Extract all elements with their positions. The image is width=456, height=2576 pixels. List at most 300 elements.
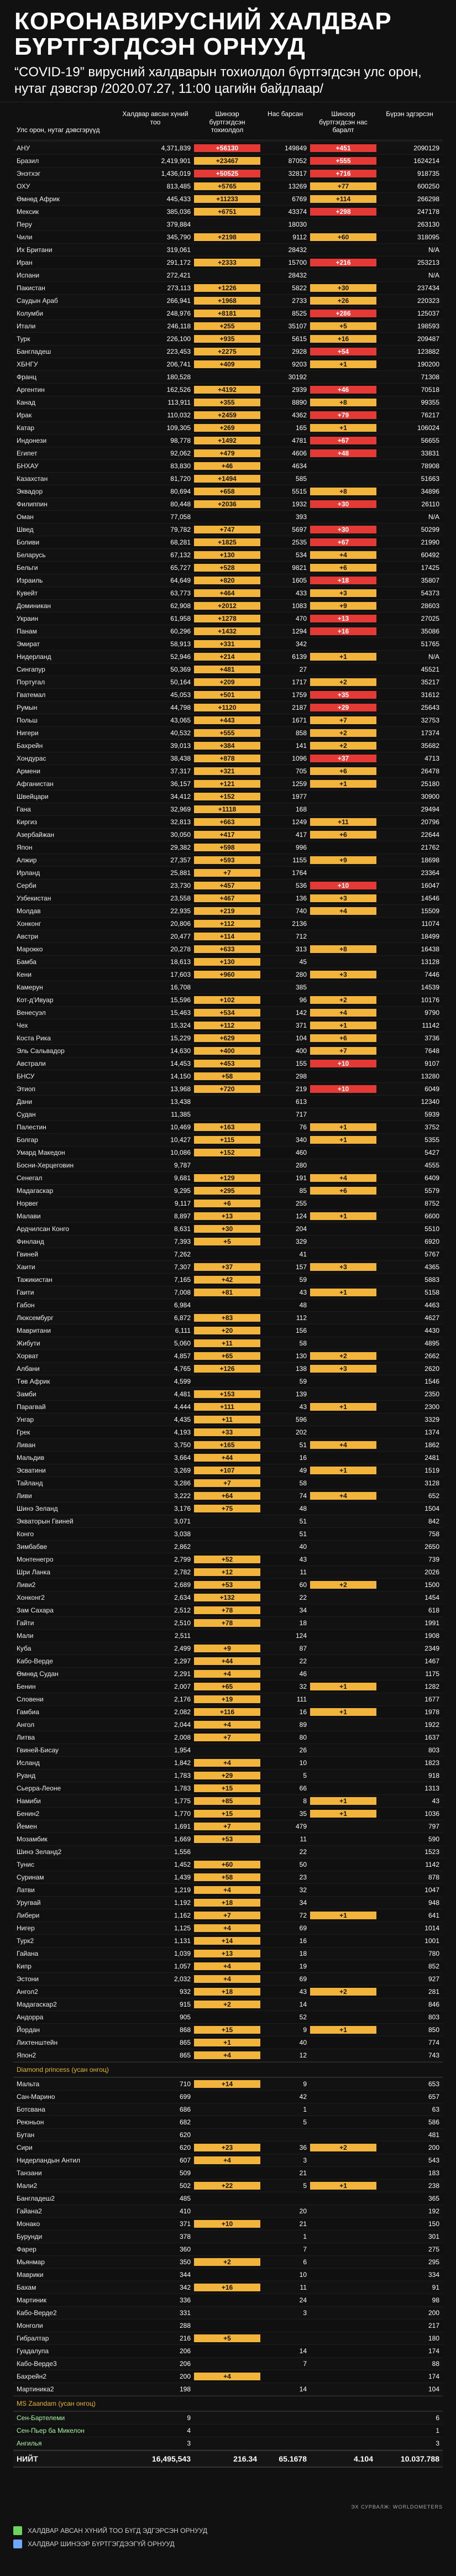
table-row — [13, 1350, 443, 1363]
cases-value: 9 — [187, 2413, 191, 2422]
new-deaths-value: +6 — [310, 564, 376, 572]
country-name: Кабо-Верде3 — [17, 2359, 57, 2368]
deaths-value: 34 — [299, 1898, 307, 1907]
cases-value: 98,778 — [170, 436, 191, 444]
table-row — [13, 1185, 443, 1197]
recovered-value: 174 — [428, 2347, 439, 2355]
new-deaths-value: +1 — [310, 1212, 376, 1220]
table-body — [13, 142, 443, 2062]
country-name: Португал — [17, 678, 45, 686]
deaths-value: 6139 — [292, 652, 307, 661]
new-deaths-value: +6 — [310, 767, 376, 775]
deaths-value: 34 — [299, 1606, 307, 1614]
table-row — [13, 473, 443, 485]
recovered-value: 590 — [428, 1835, 439, 1843]
cases-value: 200 — [179, 2372, 191, 2380]
table-row — [13, 1871, 443, 1884]
cases-value: 2,291 — [174, 1669, 191, 1678]
new-cases-value: +960 — [194, 971, 260, 978]
country-name: Перу — [17, 220, 32, 228]
recovered-value: 71308 — [421, 373, 439, 381]
cases-value: 17,603 — [170, 970, 191, 978]
new-cases-value: +467 — [194, 894, 260, 902]
header-deaths: Нас барсан — [268, 110, 303, 118]
cases-value: 2,689 — [174, 1580, 191, 1589]
country-name: Турк — [17, 334, 30, 343]
table-row — [13, 778, 443, 790]
cases-value: 1,783 — [174, 1771, 191, 1779]
recovered-value: 2662 — [424, 1352, 439, 1360]
deaths-value: 156 — [295, 1326, 307, 1334]
country-name: Руанд — [17, 1771, 36, 1779]
cases-value: 162,526 — [166, 385, 191, 394]
new-cases-value: +1118 — [194, 805, 260, 813]
header-country: Улс орон, нутаг дэвсгэрүүд — [17, 126, 100, 134]
recovered-value: 7648 — [424, 1046, 439, 1055]
country-name: Жибути — [17, 1339, 40, 1347]
new-cases-value: +12 — [194, 1568, 260, 1576]
cases-value: 45,053 — [170, 690, 191, 699]
deaths-value: 139 — [295, 1390, 307, 1398]
new-deaths-value: +2 — [310, 1581, 376, 1589]
new-cases-value: +126 — [194, 1365, 260, 1373]
new-cases-value: +593 — [194, 856, 260, 864]
recovered-value: 1991 — [424, 1619, 439, 1627]
recovered-value: 35807 — [421, 576, 439, 584]
table-row — [13, 1172, 443, 1185]
table-row — [13, 1490, 443, 1502]
deaths-value: 4781 — [292, 436, 307, 444]
cases-value: 1,192 — [174, 1898, 191, 1907]
new-cases-value: +16 — [194, 2284, 260, 2291]
deaths-value: 168 — [295, 805, 307, 813]
recovered-value: 20796 — [421, 818, 439, 826]
new-cases-value: +78 — [194, 1619, 260, 1627]
country-name: Гибралтар — [17, 2334, 49, 2342]
zaandam-row: MS Zaandam (усан онгоц) — [13, 2396, 443, 2411]
cases-value: 37,317 — [170, 767, 191, 775]
cases-value: 198 — [179, 2385, 191, 2393]
recovered-value: 220323 — [417, 296, 439, 305]
country-name: Аргентин — [17, 385, 45, 394]
recovered-value: 850 — [428, 2025, 439, 2034]
cases-value: 2,419,901 — [161, 156, 191, 165]
cases-value: 2,297 — [174, 1657, 191, 1665]
cases-value: 2,511 — [174, 1631, 191, 1640]
deaths-value: 385 — [295, 983, 307, 991]
cases-value: 4,435 — [174, 1415, 191, 1423]
deaths-value: 19 — [299, 1962, 307, 1970]
country-name: Албани — [17, 1364, 40, 1373]
new-cases-value: +209 — [194, 678, 260, 686]
deaths-value: 59 — [299, 1377, 307, 1385]
country-name: Молдав — [17, 907, 41, 915]
table-row — [13, 1998, 443, 2011]
deaths-value: 76 — [299, 1123, 307, 1131]
country-name: Замби — [17, 1390, 36, 1398]
cases-value: 63,773 — [170, 589, 191, 597]
country-name: Бахам — [17, 2283, 36, 2291]
cases-value: 79,782 — [170, 525, 191, 533]
new-cases-value: +15 — [194, 2026, 260, 2034]
new-cases-value: +4 — [194, 1886, 260, 1894]
table-row — [13, 600, 443, 612]
new-cases-value: +935 — [194, 335, 260, 343]
recovered-value: 34896 — [421, 487, 439, 495]
cases-value: 1,775 — [174, 1797, 191, 1805]
deaths-value: 536 — [295, 881, 307, 889]
recovered-value: 4365 — [424, 1263, 439, 1271]
country-name: Либери — [17, 1911, 40, 1919]
recovered-value: 3329 — [424, 1415, 439, 1423]
country-name: Япон2 — [17, 2051, 36, 2059]
cases-value: 2,499 — [174, 1644, 191, 1652]
new-deaths-value: +9 — [310, 856, 376, 864]
deaths-value: 59 — [299, 1275, 307, 1284]
country-name: Швейцари — [17, 792, 49, 800]
recovered-value: 99355 — [421, 398, 439, 406]
cases-value: 15,463 — [170, 1008, 191, 1017]
new-deaths-value: +2 — [310, 678, 376, 686]
table-row — [13, 1057, 443, 1070]
table-row — [13, 1833, 443, 1846]
country-name: Хорват — [17, 1352, 39, 1360]
new-cases-value: +214 — [194, 653, 260, 661]
cases-value: 273,113 — [167, 284, 191, 292]
new-cases-value: +165 — [194, 1441, 260, 1449]
recovered-value: 3752 — [424, 1123, 439, 1131]
recovered-value: 253213 — [417, 258, 439, 266]
recovered-value: 174 — [428, 2372, 439, 2380]
country-name: Норвег — [17, 1199, 39, 1207]
cases-value: 23,730 — [170, 881, 191, 889]
recovered-value: 11142 — [422, 1021, 439, 1029]
cases-value: 3 — [187, 2439, 191, 2447]
recovered-value: 190200 — [417, 360, 439, 368]
deaths-value: 48 — [299, 1504, 307, 1512]
deaths-value: 712 — [295, 932, 307, 940]
cases-value: 932 — [179, 1987, 191, 1996]
cases-value: 32,813 — [170, 818, 191, 826]
table-body-3 — [13, 2411, 443, 2450]
new-deaths-value: +1 — [310, 1797, 376, 1805]
recovered-value: 1922 — [424, 1720, 439, 1729]
cases-value: 2,862 — [174, 1542, 191, 1551]
recovered-value: 1546 — [424, 1377, 439, 1385]
country-name: БНХАУ — [17, 462, 39, 470]
new-cases-value: +720 — [194, 1085, 260, 1093]
cases-value: 10,469 — [170, 1123, 191, 1131]
table-row — [13, 422, 443, 434]
new-cases-value: +58 — [194, 1072, 260, 1080]
cases-value: 331 — [179, 2308, 191, 2317]
cases-value: 60,296 — [170, 627, 191, 635]
table-row — [13, 180, 443, 193]
table-row — [13, 2218, 443, 2231]
deaths-value: 49 — [299, 1466, 307, 1474]
country-name: Венесуэл — [17, 1008, 46, 1017]
table-row — [13, 2103, 443, 2116]
new-cases-value: +4 — [194, 2373, 260, 2380]
recovered-value: 918735 — [417, 169, 439, 177]
new-cases-value: +1492 — [194, 437, 260, 444]
new-cases-value: +820 — [194, 577, 260, 584]
recovered-value: 51663 — [421, 474, 439, 483]
table-row — [13, 282, 443, 295]
recovered-value: 1637 — [424, 1733, 439, 1741]
deaths-value: 66 — [299, 1784, 307, 1792]
deaths-value: 14 — [299, 2347, 307, 2355]
table-row — [13, 1719, 443, 1731]
country-name: Бамба — [17, 957, 36, 966]
new-cases-value: +53 — [194, 1835, 260, 1843]
country-name: Сенегал — [17, 1174, 43, 1182]
country-name: Йемен — [17, 1822, 37, 1830]
new-cases-value: +8181 — [194, 310, 260, 317]
new-cases-value: +13 — [194, 1212, 260, 1220]
cases-value: 13,438 — [170, 1097, 191, 1106]
deaths-value: 165 — [295, 423, 307, 432]
recovered-value: 217 — [428, 2321, 439, 2329]
recovered-value: 266298 — [417, 195, 439, 203]
table-row — [13, 2425, 443, 2437]
country-name: Гвиней — [17, 1250, 38, 1258]
cases-value: 345,790 — [166, 233, 191, 241]
table-row — [13, 1261, 443, 1274]
new-cases-value: +2459 — [194, 411, 260, 419]
recovered-value: 3736 — [424, 1034, 439, 1042]
deaths-value: 1759 — [292, 690, 307, 699]
recovered-value: 1 — [436, 2426, 439, 2434]
new-cases-value: +747 — [194, 526, 260, 533]
table-row — [13, 1007, 443, 1019]
recovered-value: 481 — [428, 2130, 439, 2139]
recovered-value: 198593 — [417, 322, 439, 330]
new-cases-value: +1278 — [194, 615, 260, 622]
recovered-value: 1467 — [424, 1657, 439, 1665]
recovered-value: 842 — [428, 1517, 439, 1525]
table-row — [13, 1108, 443, 1121]
recovered-value: 1014 — [424, 1924, 439, 1932]
new-cases-value: +152 — [194, 1149, 260, 1156]
country-name: Бахрейн — [17, 741, 43, 750]
deaths-value: 48 — [299, 1301, 307, 1309]
country-name: Боливи — [17, 538, 40, 546]
new-cases-value: +18 — [194, 1988, 260, 1996]
country-name: Гуадалупа — [17, 2347, 49, 2355]
deaths-value: 16 — [299, 1936, 307, 1945]
cases-value: 1,669 — [174, 1835, 191, 1843]
new-cases-value: +10 — [194, 2220, 260, 2228]
table-row — [13, 1096, 443, 1108]
table-row — [13, 1553, 443, 1566]
cases-value: 319,061 — [166, 245, 191, 254]
cases-value: 4 — [187, 2426, 191, 2434]
deaths-value: 14 — [299, 2000, 307, 2008]
new-cases-value: +33 — [194, 1428, 260, 1436]
deaths-value: 138 — [295, 1364, 307, 1373]
cases-value: 20,806 — [170, 919, 191, 928]
country-name: Бангладеш — [17, 347, 51, 355]
deaths-value: 2939 — [292, 385, 307, 394]
country-name: ОХУ — [17, 182, 30, 190]
cases-value: 15,324 — [170, 1021, 191, 1029]
table-row — [13, 752, 443, 765]
new-cases-value: +355 — [194, 399, 260, 406]
country-name: Умард Македон — [17, 1148, 65, 1156]
table-row — [13, 2116, 443, 2129]
recovered-value: 5510 — [424, 1224, 439, 1233]
deaths-value: 433 — [295, 589, 307, 597]
cases-value: 13,968 — [170, 1085, 191, 1093]
country-name: Монтенегро — [17, 1555, 54, 1563]
new-deaths-value: +30 — [310, 284, 376, 292]
new-deaths-value: +6 — [310, 1034, 376, 1042]
deaths-value: 5 — [303, 2118, 307, 2126]
country-name: Мадагаскар — [17, 1186, 54, 1195]
new-deaths-value: +2 — [310, 1988, 376, 1996]
new-deaths-value: +67 — [310, 437, 376, 444]
country-name: Мартиник — [17, 2296, 46, 2304]
table-row — [13, 358, 443, 371]
new-deaths-value: +30 — [310, 500, 376, 508]
new-deaths-value: +716 — [310, 170, 376, 177]
recovered-value: 25643 — [421, 703, 439, 711]
new-cases-value: +633 — [194, 945, 260, 953]
new-cases-value: +2275 — [194, 348, 260, 355]
recovered-value: 5883 — [424, 1275, 439, 1284]
table-row — [13, 2129, 443, 2142]
totals-cases: 16,495,543 — [151, 2454, 191, 2463]
new-cases-value: +132 — [194, 1594, 260, 1601]
recovered-value: 1823 — [424, 1758, 439, 1767]
cases-value: 27,357 — [170, 856, 191, 864]
recovered-value: 2026 — [424, 1568, 439, 1576]
country-name: Унгар — [17, 1415, 34, 1423]
cases-value: 4,444 — [174, 1402, 191, 1411]
new-cases-value: +1226 — [194, 284, 260, 292]
cases-value: 502 — [179, 2181, 191, 2190]
recovered-value: 1036 — [424, 1809, 439, 1818]
country-name: Шинэ Зеланд — [17, 1504, 58, 1512]
new-cases-value: +50525 — [194, 170, 260, 177]
table-row — [13, 1083, 443, 1096]
new-cases-value: +20 — [194, 1327, 260, 1334]
cases-value: 2,032 — [174, 1975, 191, 1983]
new-deaths-value: +10 — [310, 1085, 376, 1093]
table-row — [13, 1134, 443, 1146]
table-row — [13, 155, 443, 167]
country-name: Турк2 — [17, 1936, 34, 1945]
new-cases-value: +121 — [194, 780, 260, 788]
deaths-value: 1932 — [292, 500, 307, 508]
new-deaths-value: +6 — [310, 831, 376, 839]
country-name: Финланд — [17, 1237, 44, 1245]
country-name: Гайти — [17, 1619, 34, 1627]
cases-value: 509 — [179, 2169, 191, 2177]
recovered-value: 1374 — [424, 1428, 439, 1436]
new-deaths-value: +10 — [310, 882, 376, 889]
deaths-value: 43374 — [288, 207, 307, 216]
deaths-value: 5 — [303, 1771, 307, 1779]
deaths-value: 8525 — [292, 309, 307, 317]
legend-blue-label: ХАЛДВАР ШИНЭЭР БҮРТГЭГДЭЭГҮЙ ОРНУУД — [28, 2540, 175, 2548]
new-cases-value: +4192 — [194, 386, 260, 394]
new-deaths-value: +2 — [310, 1352, 376, 1360]
recovered-value: 1519 — [424, 1466, 439, 1474]
table-row — [13, 485, 443, 498]
recovered-value: 275 — [428, 2245, 439, 2253]
new-deaths-value: +4 — [310, 1492, 376, 1500]
table-row — [13, 1846, 443, 1858]
deaths-value: 9 — [303, 2080, 307, 2088]
new-cases-value: +102 — [194, 996, 260, 1004]
deaths-value: 124 — [295, 1212, 307, 1220]
recovered-value: 739 — [428, 1555, 439, 1563]
new-deaths-value: +1 — [310, 1912, 376, 1919]
recovered-value: 878 — [428, 1873, 439, 1881]
recovered-value: 35682 — [421, 741, 439, 750]
new-cases-value: +4 — [194, 1975, 260, 1983]
country-name: Австрали — [17, 1059, 46, 1067]
cases-value: 4,193 — [174, 1428, 191, 1436]
table-row — [13, 918, 443, 930]
recovered-value: 797 — [428, 1822, 439, 1830]
country-name: Мальдив — [17, 1453, 45, 1462]
deaths-value: 18 — [299, 1949, 307, 1957]
cases-value: 1,842 — [174, 1758, 191, 1767]
cases-value: 11,385 — [171, 1110, 191, 1118]
deaths-value: 342 — [295, 640, 307, 648]
table-row — [13, 1706, 443, 1719]
table-row — [13, 1680, 443, 1693]
table-row — [13, 231, 443, 244]
table-row — [13, 867, 443, 879]
table-row — [13, 1909, 443, 1922]
deaths-value: 8 — [303, 1797, 307, 1805]
table-row — [13, 1337, 443, 1350]
cases-value: 223,453 — [166, 347, 191, 355]
country-name: Нигер — [17, 1924, 35, 1932]
deaths-value: 202 — [295, 1428, 307, 1436]
country-name: Кот-д’Ивуар — [17, 996, 54, 1004]
deaths-value: 16 — [299, 1708, 307, 1716]
new-deaths-value: +298 — [310, 208, 376, 216]
table-row — [13, 1388, 443, 1401]
deaths-value: 1671 — [292, 716, 307, 724]
recovered-value: 1047 — [424, 1886, 439, 1894]
deaths-value: 393 — [295, 512, 307, 521]
table-row — [13, 2358, 443, 2370]
deaths-value: 112 — [296, 1313, 307, 1322]
new-cases-value: +163 — [194, 1123, 260, 1131]
new-deaths-value: +114 — [310, 195, 376, 203]
new-cases-value: +42 — [194, 1276, 260, 1284]
new-cases-value: +1494 — [194, 475, 260, 483]
recovered-value: 12340 — [421, 1097, 439, 1106]
cases-value: 9,787 — [174, 1161, 191, 1169]
table-row — [13, 409, 443, 422]
table-row — [13, 2332, 443, 2345]
deaths-value: 204 — [295, 1224, 307, 1233]
table-row — [13, 2294, 443, 2307]
deaths-value: 858 — [295, 729, 307, 737]
new-cases-value: +78 — [194, 1606, 260, 1614]
deaths-value: 1 — [303, 2232, 307, 2240]
recovered-value: 927 — [428, 1975, 439, 1983]
deaths-value: 43 — [299, 1987, 307, 1996]
deaths-value: 10 — [299, 2270, 307, 2279]
